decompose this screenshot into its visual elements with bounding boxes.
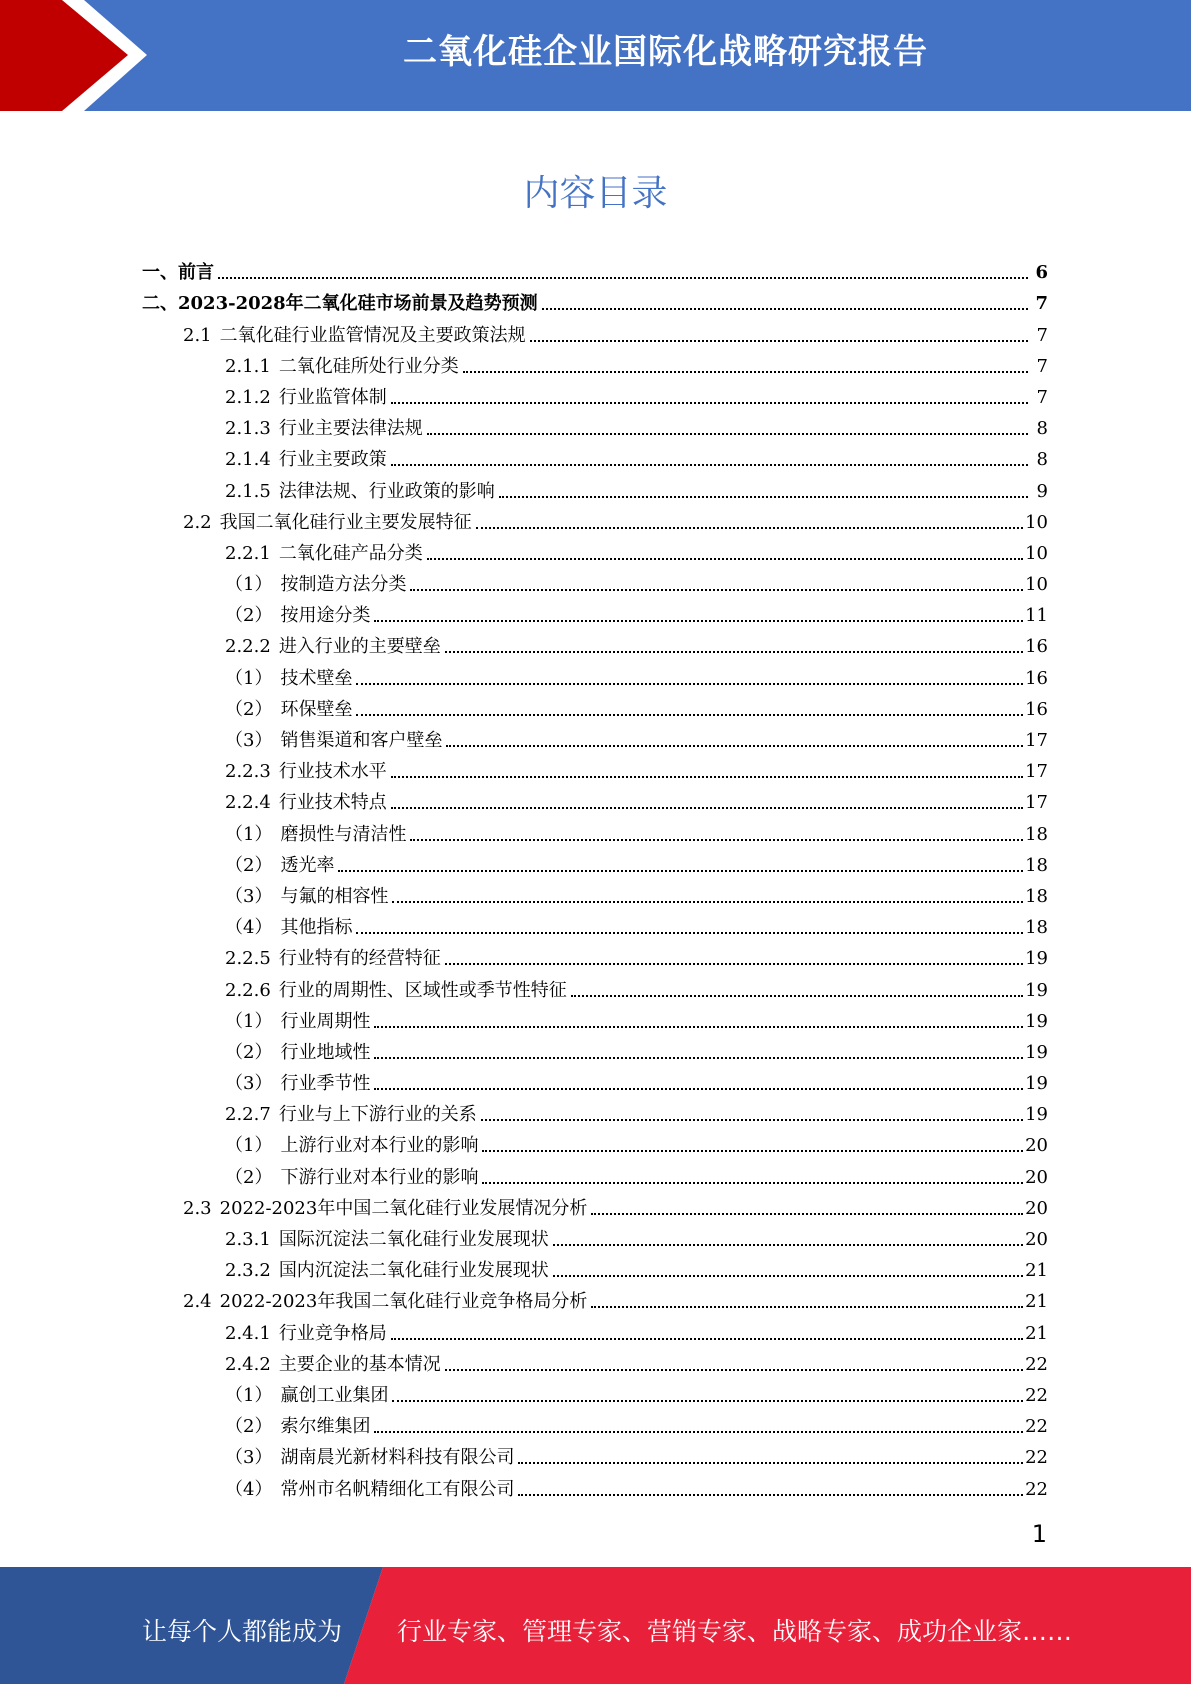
toc-entry-number: 2.3.1 bbox=[225, 1229, 271, 1250]
toc-entry-page: 19 bbox=[1025, 1010, 1048, 1032]
toc-entry-number: （4） bbox=[225, 917, 273, 939]
toc-entry-number: （1） bbox=[225, 823, 273, 845]
toc-entry[interactable] bbox=[142, 565, 1048, 596]
toc-entry-title: 二氧化硅行业监管情况及主要政策法规 bbox=[219, 324, 526, 346]
toc-dot-leader bbox=[374, 1431, 1023, 1433]
toc-entry-page: 20 bbox=[1025, 1229, 1048, 1250]
toc-entry-title: 前言 bbox=[178, 262, 214, 284]
toc-entry-page: 21 bbox=[1025, 1291, 1048, 1313]
toc-entry[interactable] bbox=[142, 690, 1048, 721]
toc-dot-leader bbox=[391, 1338, 1023, 1340]
toc-entry[interactable] bbox=[142, 877, 1048, 908]
toc-entry-page: 8 bbox=[1036, 418, 1048, 440]
toc-entry-title: 其他指标 bbox=[280, 917, 353, 939]
toc-entry-page: 10 bbox=[1025, 574, 1048, 596]
toc-entry[interactable] bbox=[142, 1220, 1048, 1251]
toc-entry-number: （1） bbox=[225, 1135, 273, 1157]
toc-dot-leader bbox=[591, 1306, 1023, 1308]
toc-entry-title: 湖南晨光新材料科技有限公司 bbox=[280, 1447, 515, 1469]
toc-entry[interactable] bbox=[142, 627, 1048, 658]
header-banner bbox=[0, 0, 1191, 111]
toc-entry-page: 18 bbox=[1025, 885, 1048, 907]
toc-entry-title: 上游行业对本行业的影响 bbox=[280, 1135, 479, 1157]
toc-entry-number: 2.2.1 bbox=[225, 542, 271, 564]
toc-entry-page: 16 bbox=[1025, 636, 1048, 658]
toc-dot-leader bbox=[499, 496, 1028, 498]
toc-entry[interactable] bbox=[142, 596, 1048, 627]
toc-entry-number: 2.3.2 bbox=[225, 1260, 271, 1282]
toc-entry[interactable] bbox=[142, 1033, 1048, 1064]
toc-dot-leader bbox=[571, 995, 1023, 997]
toc-entry-title: 行业技术水平 bbox=[278, 761, 387, 783]
toc-entry-page: 19 bbox=[1025, 1041, 1048, 1063]
toc-entry-page: 22 bbox=[1025, 1353, 1048, 1375]
toc-entry-number: 2.1.3 bbox=[225, 418, 271, 440]
toc-entry-number: （1） bbox=[225, 1384, 273, 1406]
toc-entry-page: 19 bbox=[1025, 979, 1048, 1001]
toc-dot-leader bbox=[218, 277, 1028, 279]
toc-entry-page: 7 bbox=[1035, 293, 1048, 315]
toc-dot-leader bbox=[482, 1150, 1023, 1152]
toc-dot-leader bbox=[482, 1182, 1023, 1184]
toc-entry-title: 2022-2023年中国二氧化硅行业发展情况分析 bbox=[219, 1197, 588, 1219]
toc-entry-number: 2.1.2 bbox=[225, 386, 271, 408]
toc-entry[interactable] bbox=[142, 1095, 1048, 1126]
toc-entry-number: 2.2.7 bbox=[225, 1104, 271, 1126]
toc-entry[interactable] bbox=[142, 253, 1048, 284]
toc-heading: 内容目录 bbox=[523, 173, 668, 214]
toc-entry-page: 16 bbox=[1025, 698, 1048, 720]
toc-entry[interactable] bbox=[142, 1282, 1048, 1313]
toc-entry[interactable] bbox=[142, 503, 1048, 534]
toc-entry[interactable] bbox=[142, 1002, 1048, 1033]
toc-entry-page: 7 bbox=[1036, 355, 1048, 377]
toc-dot-leader bbox=[445, 963, 1023, 965]
toc-entry[interactable] bbox=[142, 752, 1048, 783]
toc-dot-leader bbox=[356, 932, 1023, 934]
toc-entry-title: 行业主要法律法规 bbox=[278, 418, 423, 440]
toc-entry[interactable] bbox=[142, 1064, 1048, 1095]
toc-entry-title: 常州市名帆精细化工有限公司 bbox=[280, 1478, 515, 1500]
toc-entry[interactable] bbox=[142, 1438, 1048, 1469]
toc-dot-leader bbox=[553, 1244, 1023, 1246]
toc-entry-number: 2.2.6 bbox=[225, 979, 271, 1001]
toc-entry-title: 技术壁垒 bbox=[280, 667, 353, 689]
toc-dot-leader bbox=[427, 433, 1028, 435]
toc-entry-number: 2.1.4 bbox=[225, 449, 271, 471]
toc-dot-leader bbox=[553, 1275, 1023, 1277]
toc-entry-title: 行业地域性 bbox=[280, 1041, 371, 1063]
toc-entry-number: （1） bbox=[225, 574, 273, 596]
toc-entry-number: 2.4 bbox=[183, 1291, 212, 1313]
toc-entry[interactable] bbox=[142, 284, 1048, 315]
toc-entry[interactable] bbox=[142, 939, 1048, 970]
toc-dot-leader bbox=[446, 745, 1023, 747]
toc-entry-title: 销售渠道和客户壁垒 bbox=[280, 730, 443, 751]
toc-dot-leader bbox=[530, 340, 1028, 342]
toc-entry-title: 赢创工业集团 bbox=[280, 1384, 389, 1406]
toc-entry-title: 我国二氧化硅行业主要发展特征 bbox=[219, 511, 472, 533]
toc-entry-number: 2.2.2 bbox=[225, 636, 271, 658]
toc-entry-number: 2.4.2 bbox=[225, 1353, 271, 1375]
toc-entry-page: 20 bbox=[1025, 1135, 1048, 1157]
toc-entry-number: 2.2.4 bbox=[225, 792, 271, 814]
toc-entry-title: 透光率 bbox=[280, 854, 335, 876]
toc-entry-page: 22 bbox=[1025, 1384, 1048, 1406]
toc-entry-title: 下游行业对本行业的影响 bbox=[280, 1166, 479, 1188]
toc-entry-number: （3） bbox=[225, 730, 273, 751]
toc-entry[interactable] bbox=[142, 1126, 1048, 1157]
toc-entry-page: 7 bbox=[1036, 324, 1048, 346]
toc-entry-page: 9 bbox=[1036, 480, 1048, 502]
page-number: 1 bbox=[1031, 1520, 1047, 1548]
toc-entry-title: 行业特有的经营特征 bbox=[278, 948, 441, 970]
toc-entry-number: （3） bbox=[225, 1447, 273, 1469]
toc-entry-number: （3） bbox=[225, 885, 273, 907]
toc-entry-number: 2.1.1 bbox=[225, 355, 271, 377]
toc-dot-leader bbox=[391, 402, 1028, 404]
toc-entry-page: 17 bbox=[1025, 761, 1048, 783]
toc-entry-page: 10 bbox=[1025, 511, 1048, 533]
toc-entry-number: （1） bbox=[225, 667, 273, 689]
toc-entry[interactable] bbox=[142, 1157, 1048, 1188]
toc-entry-page: 10 bbox=[1025, 542, 1048, 564]
toc-entry-page: 22 bbox=[1025, 1447, 1048, 1469]
toc-entry-page: 20 bbox=[1025, 1166, 1048, 1188]
toc-dot-leader bbox=[392, 901, 1023, 903]
toc-entry-number: （4） bbox=[225, 1478, 273, 1500]
toc-entry-number: 一、 bbox=[142, 262, 178, 284]
toc-dot-leader bbox=[481, 1119, 1023, 1121]
toc-dot-leader bbox=[374, 1026, 1023, 1028]
toc-entry[interactable] bbox=[142, 721, 1048, 752]
toc-entry-number: 2.1 bbox=[183, 324, 212, 346]
toc-entry[interactable] bbox=[142, 1407, 1048, 1438]
toc-entry-title: 行业主要政策 bbox=[278, 449, 387, 471]
toc-entry-number: 2.3 bbox=[183, 1197, 212, 1219]
toc-dot-leader bbox=[391, 464, 1028, 466]
toc-entry-number: 2.1.5 bbox=[225, 480, 271, 502]
toc-entry-page: 7 bbox=[1036, 386, 1048, 408]
toc-entry-title: 国际沉淀法二氧化硅行业发展现状 bbox=[278, 1229, 549, 1250]
toc-entry-number: （1） bbox=[225, 1010, 273, 1032]
toc-entry-number: 二、 bbox=[142, 293, 178, 315]
toc-entry-number: （2） bbox=[225, 698, 273, 720]
toc-entry[interactable] bbox=[142, 378, 1048, 409]
toc-entry-title: 行业监管体制 bbox=[278, 386, 387, 408]
toc-entry[interactable] bbox=[142, 846, 1048, 877]
toc-dot-leader bbox=[374, 1088, 1023, 1090]
toc-entry-page: 19 bbox=[1025, 1104, 1048, 1126]
toc-entry-title: 主要企业的基本情况 bbox=[278, 1353, 441, 1375]
toc-entry-title: 2022-2023年我国二氧化硅行业竞争格局分析 bbox=[219, 1291, 588, 1313]
toc-entry-title: 国内沉淀法二氧化硅行业发展现状 bbox=[278, 1260, 549, 1282]
toc-entry[interactable] bbox=[142, 409, 1048, 440]
toc-entry[interactable] bbox=[142, 783, 1048, 814]
toc-entry[interactable] bbox=[142, 347, 1048, 378]
toc-dot-leader bbox=[591, 1213, 1023, 1215]
toc-entry[interactable] bbox=[142, 1189, 1048, 1220]
toc-dot-leader bbox=[356, 683, 1023, 685]
footer-banner bbox=[0, 1567, 1191, 1684]
toc-dot-leader bbox=[518, 1494, 1023, 1496]
toc-entry[interactable] bbox=[142, 970, 1048, 1001]
toc-dot-leader bbox=[445, 651, 1023, 653]
toc-entry[interactable] bbox=[142, 315, 1048, 346]
toc-entry-title: 按用途分类 bbox=[280, 605, 371, 627]
toc-dot-leader bbox=[391, 776, 1023, 778]
toc-dot-leader bbox=[374, 620, 1023, 622]
footer-slogan-left: 让每个人都能成为 bbox=[142, 1617, 343, 1646]
toc-dot-leader bbox=[392, 1400, 1023, 1402]
toc-entry-number: 2.4.1 bbox=[225, 1322, 271, 1344]
toc-entry-page: 18 bbox=[1025, 854, 1048, 876]
toc-entry-page: 19 bbox=[1025, 1073, 1048, 1095]
toc-entry-page: 21 bbox=[1025, 1322, 1048, 1344]
toc-entry[interactable] bbox=[142, 1251, 1048, 1282]
toc-entry-page: 16 bbox=[1025, 667, 1048, 689]
toc-entry-title: 行业季节性 bbox=[280, 1073, 371, 1095]
toc-entry-title: 法律法规、行业政策的影响 bbox=[278, 480, 495, 502]
toc-entry[interactable] bbox=[142, 658, 1048, 689]
toc-dot-leader bbox=[338, 870, 1023, 872]
toc-entry-title: 索尔维集团 bbox=[280, 1416, 371, 1438]
toc-entry[interactable] bbox=[142, 1376, 1048, 1407]
toc-entry-number: （2） bbox=[225, 854, 273, 876]
toc-dot-leader bbox=[463, 371, 1028, 373]
toc-entry-page: 19 bbox=[1025, 948, 1048, 970]
toc-entry-number: （2） bbox=[225, 1041, 273, 1063]
table-of-contents bbox=[142, 253, 1048, 1501]
toc-dot-leader bbox=[445, 1369, 1023, 1371]
toc-entry-title: 二氧化硅所处行业分类 bbox=[278, 355, 459, 377]
toc-entry-page: 22 bbox=[1025, 1416, 1048, 1438]
toc-entry[interactable] bbox=[142, 1469, 1048, 1500]
toc-dot-leader bbox=[391, 807, 1023, 809]
toc-entry[interactable] bbox=[142, 440, 1048, 471]
toc-entry-title: 行业与上下游行业的关系 bbox=[278, 1104, 477, 1126]
toc-entry[interactable] bbox=[142, 1345, 1048, 1376]
toc-entry-page: 18 bbox=[1025, 823, 1048, 845]
toc-entry-page: 8 bbox=[1036, 449, 1048, 471]
toc-entry-title: 磨损性与清洁性 bbox=[280, 823, 407, 845]
toc-entry[interactable] bbox=[142, 814, 1048, 845]
toc-entry-title: 2023-2028年二氧化硅市场前景及趋势预测 bbox=[178, 293, 538, 315]
toc-entry-page: 18 bbox=[1025, 917, 1048, 939]
toc-entry-number: （2） bbox=[225, 1416, 273, 1438]
toc-entry[interactable] bbox=[142, 471, 1048, 502]
toc-entry-title: 环保壁垒 bbox=[280, 698, 353, 720]
toc-entry-number: （2） bbox=[225, 1166, 273, 1188]
toc-entry-page: 21 bbox=[1025, 1260, 1048, 1282]
toc-entry[interactable] bbox=[142, 908, 1048, 939]
toc-entry-number: 2.2.5 bbox=[225, 948, 271, 970]
toc-entry-title: 行业的周期性、区域性或季节性特征 bbox=[278, 979, 567, 1001]
toc-dot-leader bbox=[410, 839, 1023, 841]
toc-entry-page: 17 bbox=[1025, 730, 1048, 751]
toc-dot-leader bbox=[542, 308, 1028, 310]
report-title: 二氧化硅企业国际化战略研究报告 bbox=[403, 32, 928, 72]
toc-entry-number: 2.2 bbox=[183, 511, 212, 533]
toc-entry-title: 行业技术特点 bbox=[278, 792, 387, 814]
footer-slogan-right: 行业专家、管理专家、营销专家、战略专家、成功企业家…… bbox=[397, 1617, 1073, 1646]
toc-dot-leader bbox=[518, 1462, 1023, 1464]
toc-entry-number: 2.2.3 bbox=[225, 761, 271, 783]
toc-entry-number: （2） bbox=[225, 605, 273, 627]
toc-dot-leader bbox=[410, 589, 1023, 591]
toc-entry-title: 与氟的相容性 bbox=[280, 885, 389, 907]
toc-entry-page: 20 bbox=[1025, 1197, 1048, 1219]
toc-dot-leader bbox=[356, 714, 1023, 716]
toc-dot-leader bbox=[476, 527, 1023, 529]
toc-entry-title: 行业竞争格局 bbox=[278, 1322, 387, 1344]
toc-entry-title: 行业周期性 bbox=[280, 1010, 371, 1032]
toc-dot-leader bbox=[374, 1057, 1023, 1059]
toc-entry-title: 二氧化硅产品分类 bbox=[278, 542, 423, 564]
toc-entry-page: 17 bbox=[1025, 792, 1048, 814]
toc-entry[interactable] bbox=[142, 1313, 1048, 1344]
toc-entry-page: 11 bbox=[1025, 605, 1048, 627]
toc-entry[interactable] bbox=[142, 534, 1048, 565]
toc-entry-title: 进入行业的主要壁垒 bbox=[278, 636, 441, 658]
toc-entry-number: （3） bbox=[225, 1073, 273, 1095]
toc-entry-title: 按制造方法分类 bbox=[280, 574, 407, 596]
toc-entry-page: 6 bbox=[1035, 262, 1048, 284]
toc-entry-page: 22 bbox=[1025, 1478, 1048, 1500]
toc-dot-leader bbox=[427, 558, 1023, 560]
